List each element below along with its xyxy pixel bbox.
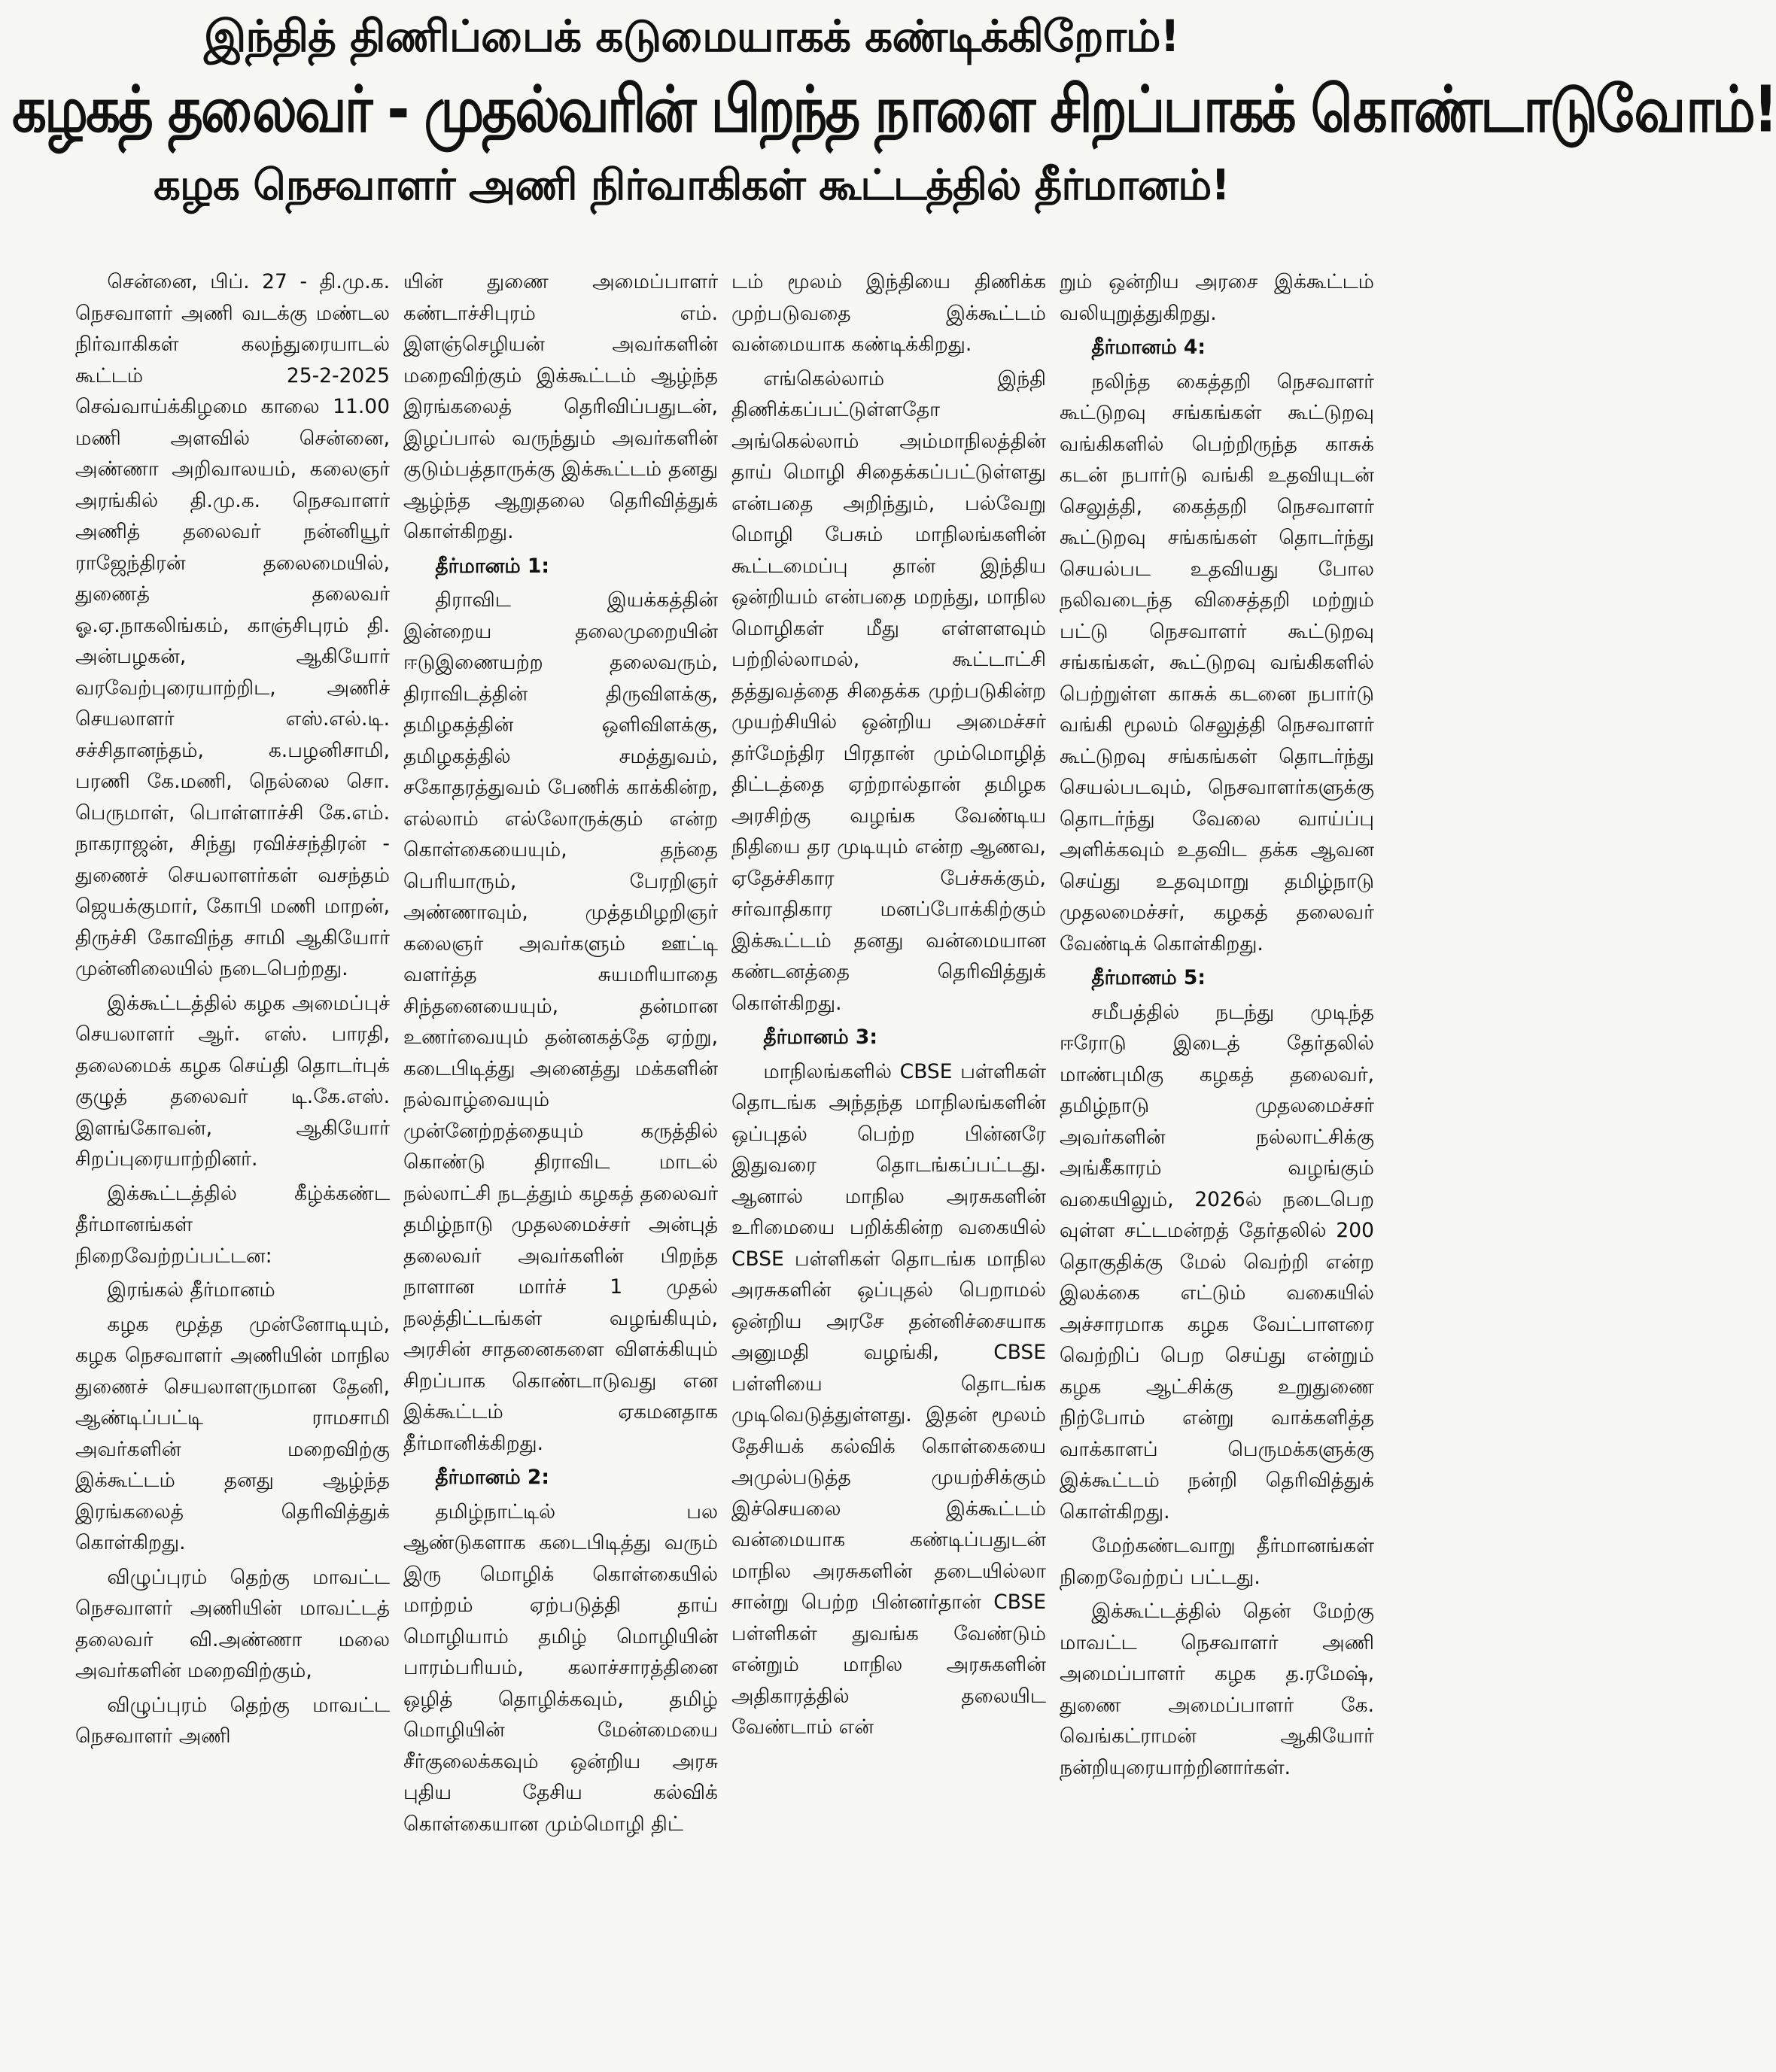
resolution-heading: தீர்மானம் 2: xyxy=(435,1466,549,1489)
article-paragraph: விழுப்புரம் தெற்கு மாவட்ட நெசவாளர் அணி xyxy=(75,1693,390,1748)
article-paragraph: எங்கெல்லாம் இந்தி திணிக்கப்பட்டுள்ளதோ அங்கெல்லாம் அம்மாநிலத்தின் தாய் மொழி சிதைக்கப்பட்டுள்ளது என்பதை அறிந்தும், பல்வேறு மொழி பேசும் மாநிலங்களின் கூட்டமைப்பு தான் இந்திய ஒன்றியம் என்பதை மறந்து, மாநில மொழிகள் மீது எள்ளளவும் பற்றில்லாமல், கூட்டாட்சி தத்துவத்தை சிதைக்க முற்படுகின்ற முயற்சியில் ஒன்றிய அமைச்சர் தர்மேந்திர பிரதான் மும்மொழித் திட்டத்தை ஏற்றால்தான் தமிழக அரசிற்கு வழங்க வேண்டிய நிதியை தர முடியும் என்ற ஆணவ, ஏதேச்சிகார பேச்சுக்கும், சர்வாதிகார மனப்போக்கிற்கும் இக்கூட்டம் தனது வன்மையான கண்டனத்தை தெரிவித்துக் கொள்கிறது. xyxy=(731,366,1046,1015)
article-paragraph: மாநிலங்களில் CBSE பள்ளிகள் தொடங்க அந்தந்த மாநிலங்களின் ஒப்புதல் பெற்ற பின்னரே இதுவரை தொடங்கப்பட்டது. ஆனால் மாநில அரசுகளின் உரிமையை பறிக்கின்ற வகையில் CBSE பள்ளிகள் தொடங்க மாநில அரசுகளின் ஒப்புதல் பெறாமல் ஒன்றிய அரசே தன்னிச்சையாக அனுமதி வழங்கி, CBSE பள்ளியை தொடங்க முடிவெடுத்துள்ளது. இதன் மூலம் தேசியக் கல்விக் கொள்கையை அமுல்படுத்த முயற்சிக்கும் இச்செயலை இக்கூட்டம் வன்மையாக கண்டிப்பதுடன் மாநில அரசுகளின் தடையில்லா சான்று பெற்ற பின்னர்தான் CBSE பள்ளிகள் துவங்க வேண்டும் என்றும் மாநில அரசுகளின் அதிகாரத்தில் தலையிட வேண்டாம் என் xyxy=(731,1059,1046,1739)
headline-main: கழகத் தலைவர் - முதல்வரின் பிறந்த நாளை சிறப்பாகக் கொண்டாடுவோம்! xyxy=(12,71,1776,147)
article-paragraph: யின் துணை அமைப்பாளர் கண்டாச்சிபுரம் எம். இளஞ்செழியன் அவர்களின் மறைவிற்கும் இக்கூட்டம் ஆழ்ந்த இரங்கலைத் தெரிவிப்பதுடன், இழப்பால் வருந்தும் அவர்களின் குடும்பத்தாருக்கு இக்கூட்டம் தனது ஆழ்ந்த ஆறுதலை தெரிவித்துக் கொள்கிறது. xyxy=(403,270,718,543)
article-column-1 xyxy=(75,266,390,2069)
article-column-2 xyxy=(403,266,718,2069)
headline-primary: இந்தித் திணிப்பைக் கடுமையாகக் கண்டிக்கிறோம்! xyxy=(203,11,1180,62)
article-paragraph: டம் மூலம் இந்தியை திணிக்க முற்படுவதை இக்கூட்டம் வன்மையாக கண்டிக்கிறது. xyxy=(731,270,1046,356)
article-column-4 xyxy=(1060,266,1374,2069)
resolution-heading: தீர்மானம் 1: xyxy=(435,554,549,578)
article-paragraph: இக்கூட்டத்தில் கீழ்க்கண்ட தீர்மானங்கள் நிறைவேற்றப்பட்டன: xyxy=(75,1181,390,1268)
article-paragraph: இக்கூட்டத்தில் கழக அமைப்புச் செயலாளர் ஆர். எஸ். பாரதி, தலைமைக் கழக செய்தி தொடர்புக் குழுத் தலைவர் டி.கே.எஸ். இளங்கோவன், ஆகியோர் சிறப்புரையாற்றினர். xyxy=(75,991,390,1171)
article-paragraph: நலிந்த கைத்தறி நெசவாளர் கூட்டுறவு சங்கங்கள் கூட்டுறவு வங்கிகளில் பெற்றிருந்த காசுக் கடன் நபார்டு வங்கி உதவியுடன் செலுத்தி, கைத்தறி நெசவாளர் கூட்டுறவு சங்கங்கள் தொடர்ந்து செயல்பட உதவியது போல நலிவடைந்த விசைத்தறி மற்றும் பட்டு நெசவாளர் கூட்டுறவு சங்கங்கள், கூட்டுறவு வங்கிகளில் பெற்றுள்ள காசுக் கடனை நபார்டு வங்கி மூலம் செலுத்தி நெசவாளர் கூட்டுறவு சங்கங்கள் தொடர்ந்து செயல்படவும், நெசவாளர்களுக்கு தொடர்ந்து வேலை வாய்ப்பு அளிக்கவும் உதவிட தக்க ஆவன செய்து உதவுமாறு தமிழ்நாடு முதலமைச்சர், கழகத் தலைவர் வேண்டிக் கொள்கிறது. xyxy=(1060,369,1374,955)
article-paragraph: கழக மூத்த முன்னோடியும், கழக நெசவாளர் அணியின் மாநில துணைச் செயலாளருமான தேனி, ஆண்டிப்பட்டி ராமசாமி அவர்களின் மறைவிற்கு இக்கூட்டம் தனது ஆழ்ந்த இரங்கலைத் தெரிவித்துக் கொள்கிறது. xyxy=(75,1312,390,1554)
article-paragraph: சமீபத்தில் நடந்து முடிந்த ஈரோடு இடைத் தேர்தலில் மாண்புமிகு கழகத் தலைவர், தமிழ்நாடு முதலமைச்சர் அவர்களின் நல்லாட்சிக்கு அங்கீகாரம் வழங்கும் வகையிலும், 2026ல் நடைபெற வுள்ள சட்டமன்றத் தேர்தலில் 200 தொகுதிக்கு மேல் வெற்றி என்ற இலக்கை எட்டும் வகையில் அச்சாரமாக கழக வேட்பாளரை வெற்றிப் பெற செய்து என்றும் கழக ஆட்சிக்கு உறுதுணை நிற்போம் என்று வாக்களித்த வாக்காளப் பெருமக்களுக்கு இக்கூட்டம் நன்றி தெரிவித்துக் கொள்கிறது. xyxy=(1060,1000,1374,1524)
article-paragraph: மேற்கண்டவாறு தீர்மானங்கள் நிறைவேற்றப் பட்டது. xyxy=(1060,1534,1374,1589)
article-column-3 xyxy=(731,266,1046,2069)
article-paragraph: சென்னை, பிப். 27 - தி.மு.க. நெசவாளர் அணி வடக்கு மண்டல நிர்வாகிகள் கலந்துரையாடல் கூட்டம் 25-2-2025 செவ்வாய்க்கிழமை காலை 11.00 மணி அளவில் சென்னை, அண்ணா அறிவாலயம், கலைஞர் அரங்கில் தி.மு.க. நெசவாளர் அணித் தலைவர் நன்னியூர் ராஜேந்திரன் தலைமையில், துணைத் தலைவர் ஓ.ஏ.நாகலிங்கம், காஞ்சிபுரம் தி. அன்பழகன், ஆகியோர் வரவேற்புரையாற்றிட, அணிச் செயலாளர் எஸ்.எல்.டி. சச்சிதானந்தம், க.பழனிசாமி, பரணி கே.மணி, நெல்லை சொ. பெருமாள், பொள்ளாச்சி கே.எம். நாகராஜன், சிந்து ரவிச்சந்திரன் - துணைச் செயலாளர்கள் வசந்தம் ஜெயக்குமார், கோபி மணி மாறன், திருச்சி கோவிந்த சாமி ஆகியோர் முன்னிலையில் நடைபெற்றது. xyxy=(75,270,390,980)
headline-sub: கழக நெசவாளர் அணி நிர்வாகிகள் கூட்டத்தில் தீர்மானம்! xyxy=(154,161,1230,210)
resolution-heading: தீர்மானம் 3: xyxy=(763,1025,877,1049)
article-paragraph: இக்கூட்டத்தில் தென் மேற்கு மாவட்ட நெசவாளர் அணி அமைப்பாளர் கழக த.ரமேஷ், துணை அமைப்பாளர் கே. வெங்கட்ராமன் ஆகியோர் நன்றியுரையாற்றினார்கள். xyxy=(1060,1600,1374,1779)
resolution-heading: தீர்மானம் 4: xyxy=(1091,336,1206,359)
article-columns xyxy=(75,266,1374,2069)
resolution-heading: தீர்மானம் 5: xyxy=(1091,966,1206,989)
article-paragraph: திராவிட இயக்கத்தின் இன்றைய தலைமுறையின் ஈடுஇணையற்ற தலைவரும், திராவிடத்தின் திருவிளக்கு, தமிழகத்தின் ஒளிவிளக்கு, தமிழகத்தில் சமத்துவம், சகோதரத்துவம் பேணிக் காக்கின்ற, எல்லாம் எல்லோருக்கும் என்ற கொள்கையையும், தந்தை பெரியாரும், பேரறிஞர் அண்ணாவும், முத்தமிழறிஞர் கலைஞர் அவர்களும் ஊட்டி வளர்த்த சுயமரியாதை சிந்தனையையும், தன்மான உணர்வையும் தன்னகத்தே ஏற்று, கடைபிடித்து அனைத்து மக்களின் நல்வாழ்வையும் முன்னேற்றத்தையும் கருத்தில் கொண்டு திராவிட மாடல் நல்லாட்சி நடத்தும் கழகத் தலைவர் தமிழ்நாடு முதலமைச்சர் அன்புத் தலைவர் அவர்களின் பிறந்த நாளான மார்ச் 1 முதல் நலத்திட்டங்கள் வழங்கியும், அரசின் சாதனைகளை விளக்கியும் சிறப்பாக கொண்டாடுவது என இக்கூட்டம் ஏகமனதாக தீர்மானிக்கிறது. xyxy=(403,588,718,1455)
article-paragraph: றும் ஒன்றிய அரசை இக்கூட்டம் வலியுறுத்துகிறது. xyxy=(1060,270,1374,325)
article-paragraph: விழுப்புரம் தெற்கு மாவட்ட நெசவாளர் அணியின் மாவட்டத் தலைவர் வி.அண்ணா மலை அவர்களின் மறைவிற்கும், xyxy=(75,1565,390,1682)
article-paragraph: இரங்கல் தீர்மானம் xyxy=(107,1278,275,1302)
article-paragraph: தமிழ்நாட்டில் பல ஆண்டுகளாக கடைபிடித்து வரும் இரு மொழிக் கொள்கையில் மாற்றம் ஏற்படுத்தி தாய் மொழியாம் தமிழ் மொழியின் பாரம்பரியம், கலாச்சாரத்தினை ஒழித் தொழிக்கவும், தமிழ் மொழியின் மேன்மையை சீர்குலைக்கவும் ஒன்றிய அரசு புதிய தேசிய கல்விக் கொள்கையான மும்மொழி திட் xyxy=(403,1499,718,1836)
